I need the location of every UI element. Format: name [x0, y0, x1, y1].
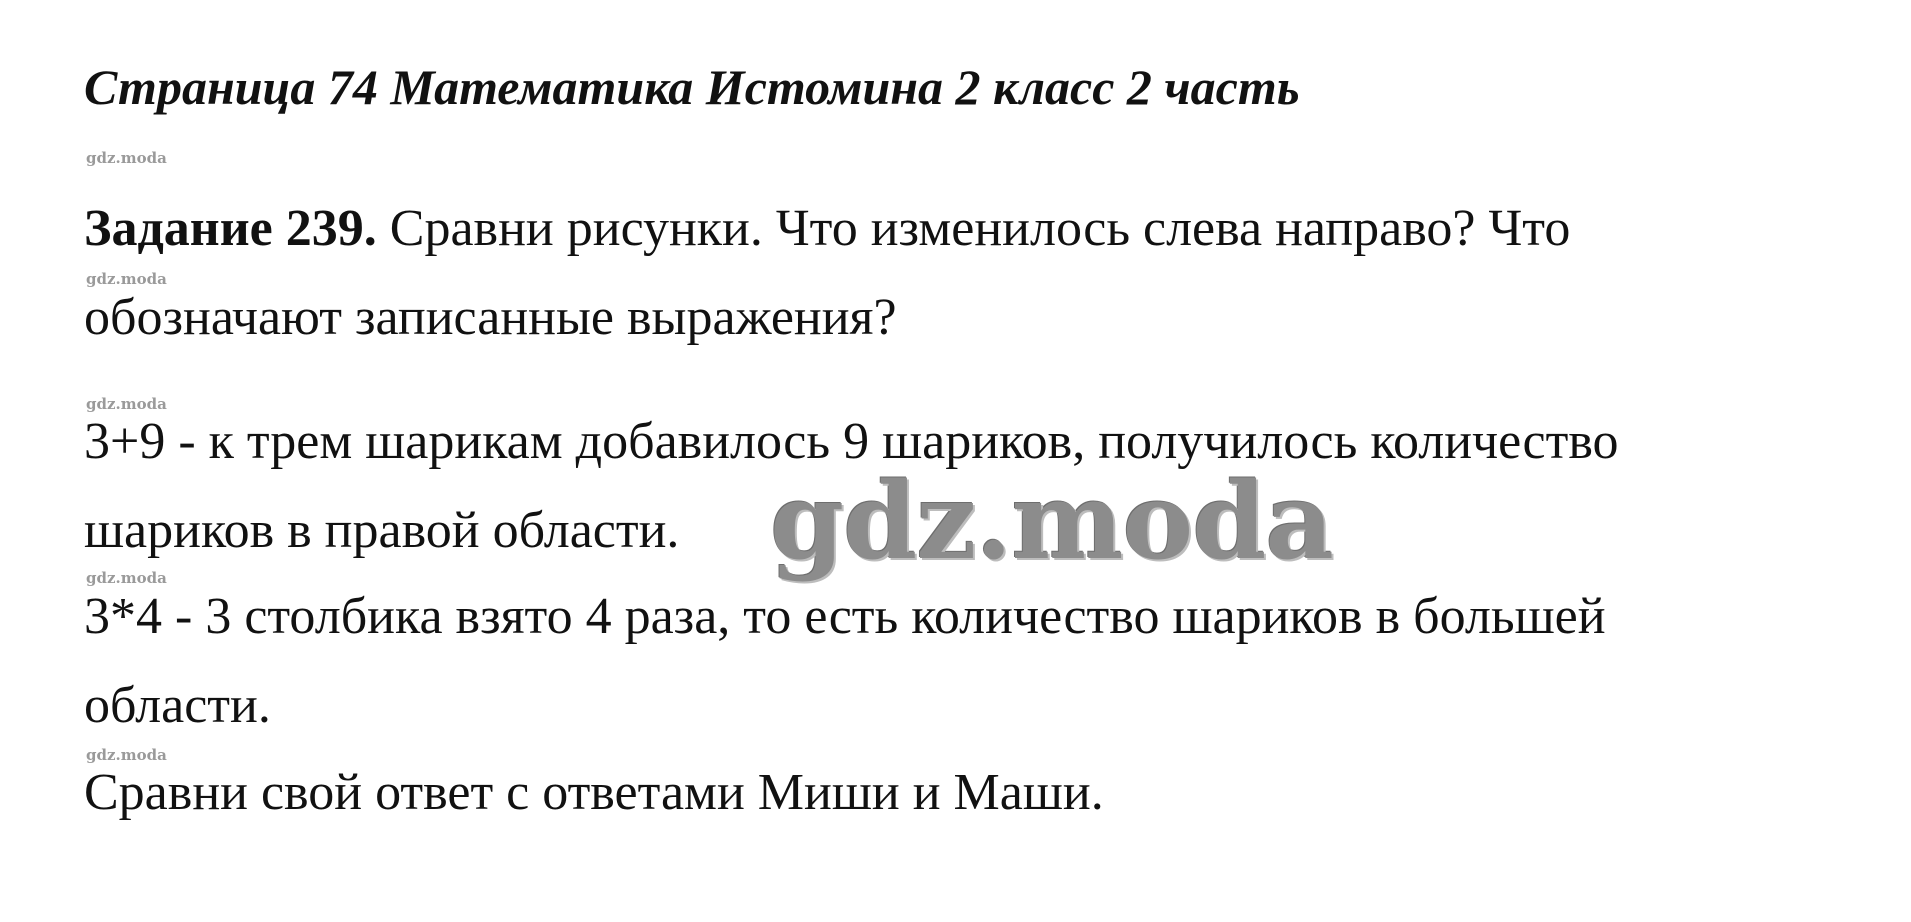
page-title: Страница 74 Математика Истомина 2 класс 2 часть [84, 59, 1300, 115]
answer-2-line-1: 3*4 - 3 столбика взято 4 раза, то есть количество шариков в большей [84, 588, 1606, 645]
answer-1-line-1: 3+9 - к трем шарикам добавилось 9 шариков, получилось количество [84, 413, 1619, 470]
watermark-large: gdz.moda [770, 458, 1333, 583]
task-label: Задание 239. [84, 200, 377, 257]
task-question-text: Сравни рисунки. Что изменилось слева направо? Что [376, 200, 1571, 257]
watermark-small: gdz.moda [86, 270, 167, 288]
watermark-small: gdz.moda [86, 746, 167, 764]
task-question-line-2: обозначают записанные выражения? [84, 289, 897, 346]
watermark-small: gdz.moda [86, 395, 167, 413]
answer-2-line-2: области. [84, 677, 271, 734]
closing-line: Сравни свой ответ с ответами Миши и Маши. [84, 764, 1104, 821]
answer-1-line-2: шариков в правой области. [84, 502, 680, 559]
watermark-small: gdz.moda [86, 569, 167, 587]
watermark-small: gdz.moda [86, 149, 167, 167]
task-question-line-1 [84, 200, 1571, 257]
